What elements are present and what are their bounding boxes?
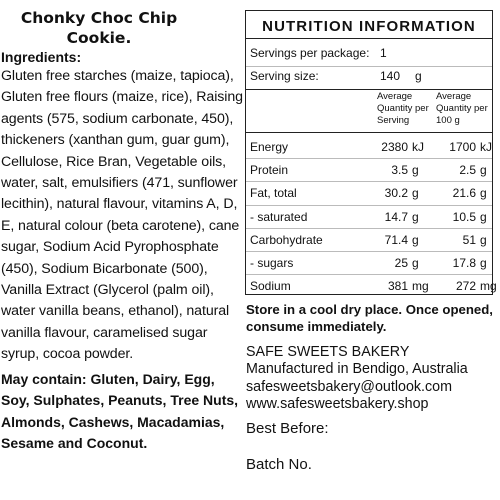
per-100g-value: 1700 xyxy=(449,140,476,154)
bakery-website: www.safesweetsbakery.shop xyxy=(246,395,429,412)
per-100g-value: 17.8 xyxy=(452,256,476,270)
per-100g-unit: g xyxy=(480,186,487,201)
nutrient-row xyxy=(246,135,492,159)
per-serving-unit: g xyxy=(412,209,419,224)
nutrient-row xyxy=(246,205,492,229)
per-serving-unit: kJ xyxy=(412,140,424,154)
batch-label: Batch No. xyxy=(246,456,312,473)
serving-size-label: Serving size: xyxy=(250,69,319,83)
per-serving-value: 71.4 xyxy=(384,232,408,247)
per-serving-value: 25 xyxy=(394,256,408,270)
serving-size-unit: g xyxy=(415,69,422,83)
per-100g-value: 51 xyxy=(462,232,476,247)
per-100g-unit: g xyxy=(480,163,487,178)
per-100g-unit: kJ xyxy=(480,140,492,154)
per-serving-value: 30.2 xyxy=(384,186,408,201)
ingredients-list: Gluten free starches (maize, tapioca), Gluten free flours (maize, rice), Raising agents (575, sodium carbonate, 450), thickeners (xanthan gum, guar gum), Cellulose, Rice Bran, Vegetable oils, water, salt, emulsifiers (471, sunflower lecithin), natural flavour, vitamins A, D, E, natural colour (beta carotene), cane sugar, Sodium Acid Pyrophosphate (450), Sodium Bicarbonate (500), Vanilla Extract (Glycerol (palm oil), water vanilla beans, ethanol), natural vanilla flavour, caramelised sugar syrup, cocoa powder. xyxy=(1,68,243,363)
nutrient-row xyxy=(246,251,492,275)
nutrient-label: Carbohydrate xyxy=(250,232,323,247)
col-header-per-serving: Average Quantity per Serving xyxy=(377,91,429,126)
servings-value: 1 xyxy=(380,46,387,60)
per-serving-unit: g xyxy=(412,256,419,270)
per-100g-unit: g xyxy=(480,209,487,224)
nutrition-panel-title: NUTRITION INFORMATION xyxy=(246,11,492,39)
product-name: Chonky Choc Chip Cookie. xyxy=(20,9,178,47)
bakery-info xyxy=(246,344,498,413)
per-100g-value: 272 xyxy=(455,279,476,294)
nutrient-row xyxy=(246,228,492,252)
bakery-email: safesweetsbakery@outlook.com xyxy=(246,378,453,395)
per-serving-value: 2380 xyxy=(381,140,408,154)
per-100g-unit: g xyxy=(480,232,487,247)
per-100g-value: 2.5 xyxy=(459,163,476,178)
best-before-label: Best Before: xyxy=(246,420,329,437)
nutrient-row xyxy=(246,181,492,205)
per-serving-unit: g xyxy=(412,163,419,178)
nutrient-row xyxy=(246,158,492,182)
servings-per-package xyxy=(250,42,387,64)
per-100g-unit: mg xyxy=(480,279,497,294)
bakery-name: SAFE SWEETS BAKERY xyxy=(246,344,410,360)
allergen-statement: May contain: Gluten, Dairy, Egg, Soy, Sulphates, Peanuts, Tree Nuts, Almonds, Cashews, Macadamias, Sesame and Coconut. xyxy=(1,370,239,452)
label-left-column xyxy=(1,8,245,455)
per-serving-unit: g xyxy=(412,232,419,247)
nutrient-label: - saturated xyxy=(250,209,308,224)
nutrient-label: - sugars xyxy=(250,256,294,270)
bakery-location: Manufactured in Bendigo, Australia xyxy=(246,361,468,378)
serving-size xyxy=(250,65,422,87)
storage-note: Store in a cool dry place. Once opened, consume immediately. xyxy=(246,302,493,334)
per-100g-unit: g xyxy=(480,256,487,270)
nutrition-panel xyxy=(245,10,497,295)
nutrient-label: Fat, total xyxy=(250,186,297,201)
per-serving-unit: mg xyxy=(412,279,429,294)
per-serving-value: 381 xyxy=(387,279,408,294)
nutrient-label: Energy xyxy=(250,140,289,154)
nutrient-row xyxy=(246,274,497,298)
per-100g-value: 10.5 xyxy=(452,209,476,224)
per-100g-value: 21.6 xyxy=(452,186,476,201)
per-serving-value: 3.5 xyxy=(391,163,408,178)
col-header-per-100g: Average Quantity per 100 g xyxy=(436,91,488,126)
servings-label: Servings per package: xyxy=(250,46,370,60)
nutrient-label: Protein xyxy=(250,163,289,178)
serving-size-value: 140 xyxy=(380,69,401,83)
ingredients-heading: Ingredients: xyxy=(1,49,82,65)
per-serving-unit: g xyxy=(412,186,419,201)
nutrient-label: Sodium xyxy=(250,279,291,294)
per-serving-value: 14.7 xyxy=(384,209,408,224)
